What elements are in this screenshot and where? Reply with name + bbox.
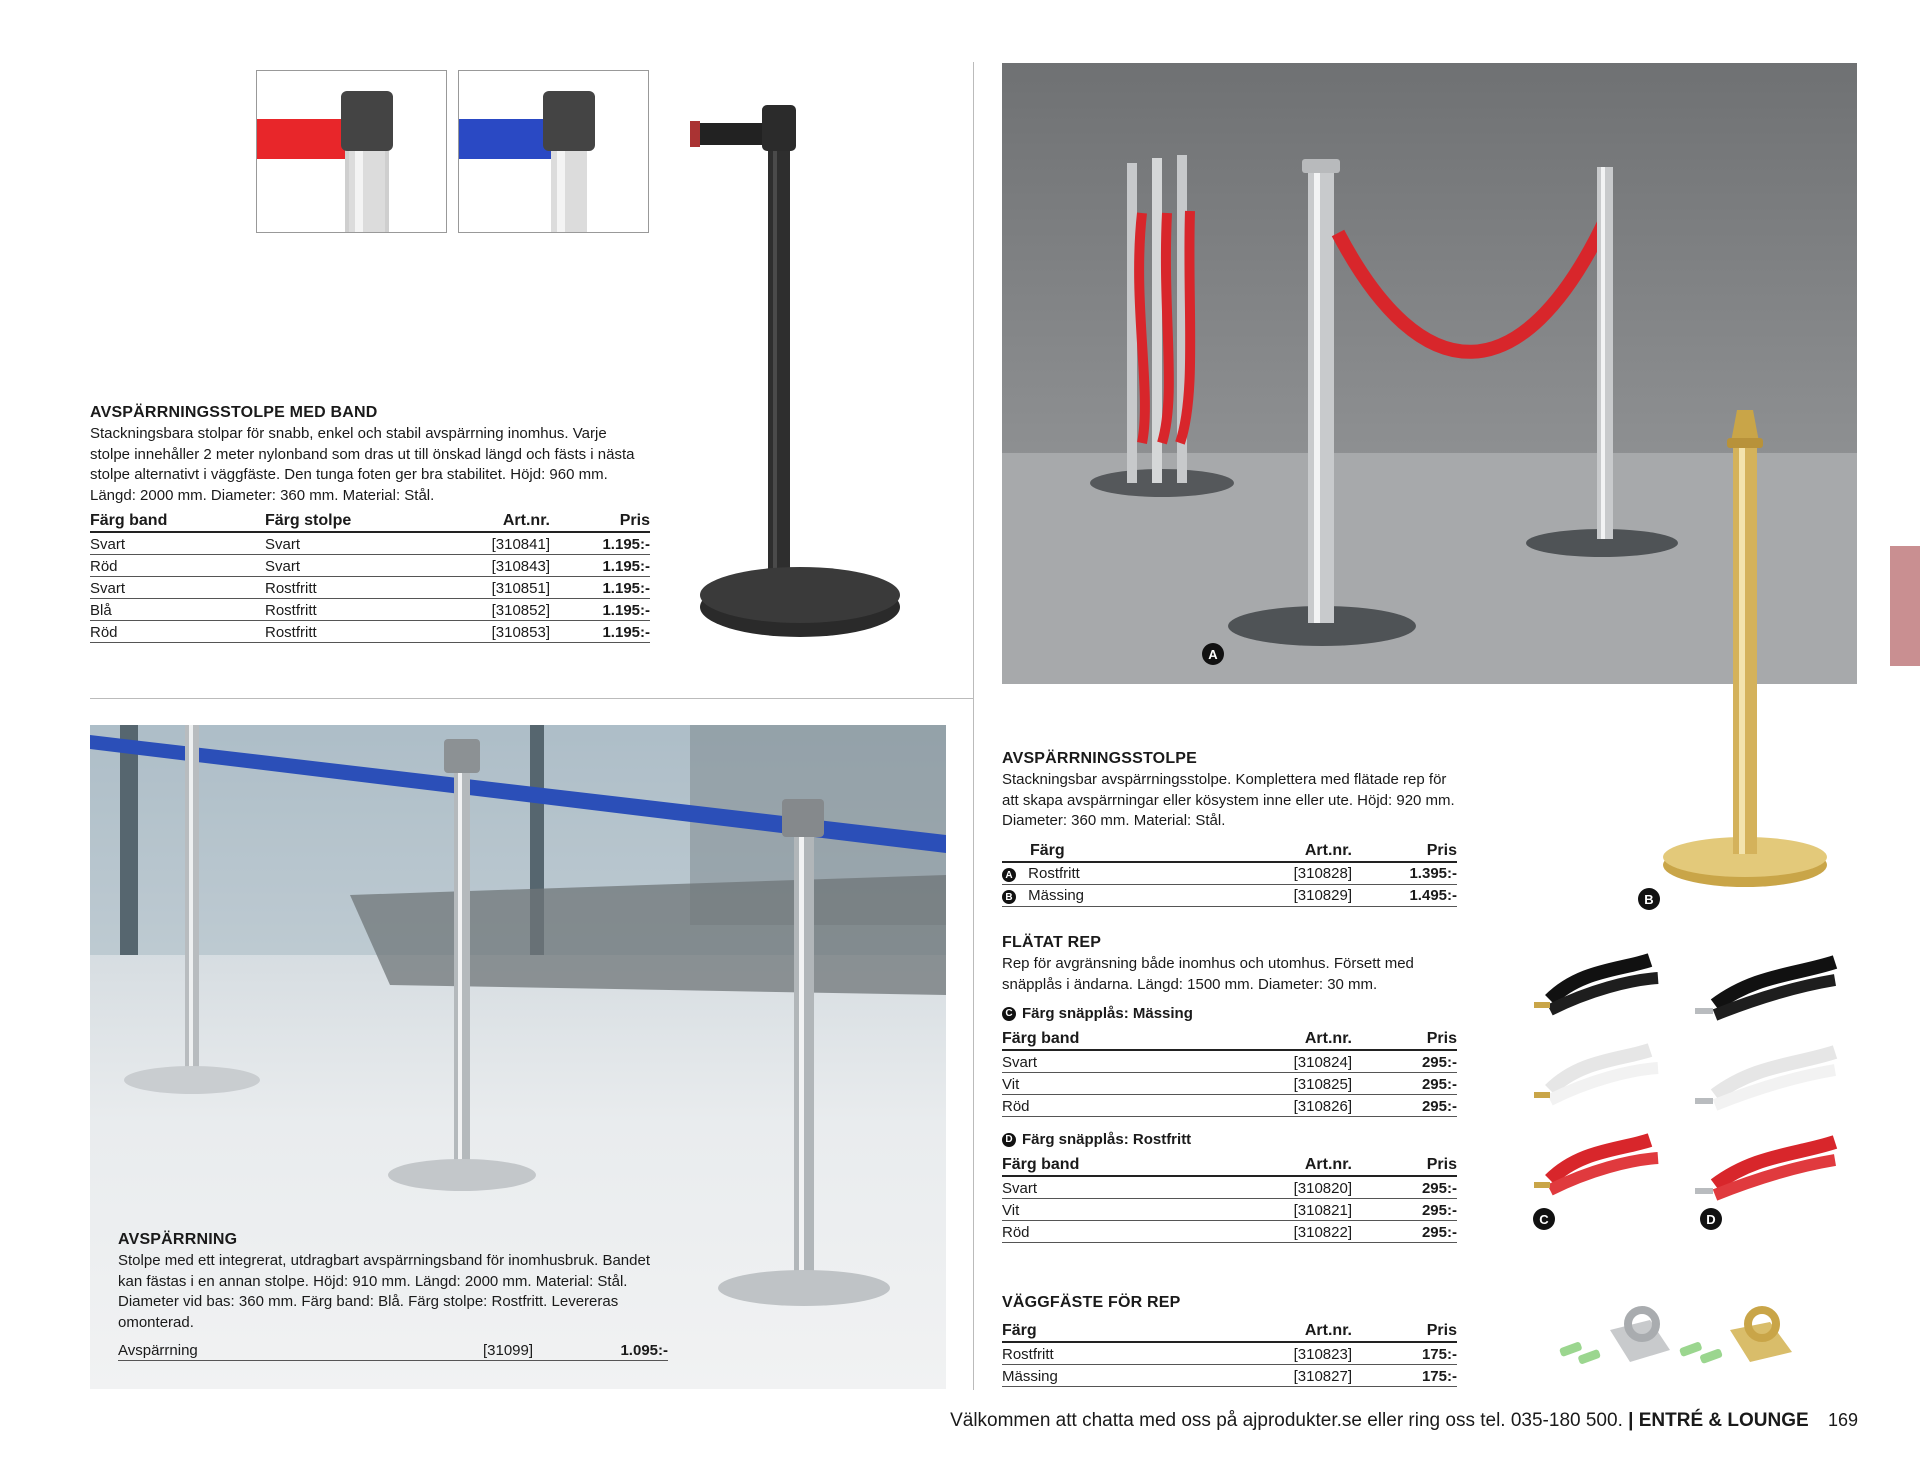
cell-post: Rostfritt (265, 621, 440, 643)
blue-band-swatch-image (458, 70, 649, 233)
brass-barrier-post-image (1655, 402, 1835, 892)
page-number: 169 (1827, 1410, 1858, 1430)
table-header-row (90, 510, 650, 532)
col-art-nr: Art.nr. (1242, 1028, 1352, 1050)
cell-art: [310841] (440, 532, 550, 555)
rope-block (1002, 934, 1457, 1243)
cell-price: 1.495:- (1352, 884, 1457, 906)
vertical-divider (973, 62, 974, 1390)
ropes-steel-clasp-image (1685, 950, 1855, 1210)
cell-price: 1.195:- (550, 532, 650, 555)
table-row (1002, 1095, 1457, 1117)
retractable-barrier-title: AVSPÄRRNING (118, 1231, 238, 1248)
cell-price: 295:- (1352, 1176, 1457, 1199)
cell-color-text: Rostfritt (1028, 864, 1080, 882)
table-row (1002, 884, 1457, 906)
table-row (118, 1339, 668, 1361)
table-row (1002, 1365, 1457, 1387)
black-barrier-post-image (680, 95, 920, 645)
retractable-barrier-table (118, 1339, 668, 1361)
cell-art: [310821] (1242, 1199, 1352, 1221)
col-color: Färg (1002, 840, 1242, 862)
cell-price: 295:- (1352, 1221, 1457, 1243)
col-art-nr: Art.nr. (1242, 1154, 1352, 1176)
cell-price: 1.195:- (550, 599, 650, 621)
cell-post: Svart (265, 532, 440, 555)
cell-price: 1.195:- (550, 621, 650, 643)
col-price: Pris (1352, 1028, 1457, 1050)
table-row (90, 599, 650, 621)
ropes-brass-clasp-image (1530, 950, 1680, 1210)
wall-mount-title: VÄGGFÄSTE FÖR REP (1002, 1294, 1181, 1311)
col-price: Pris (1352, 1320, 1457, 1342)
cell-band: Svart (90, 532, 265, 555)
cell-color (1002, 862, 1242, 885)
barrier-band-description: Stackningsbara stolpar för snabb, enkel och stabil avspärrning inomhus. Varje stolpe innehåller 2 meter nylonband som dras ut till önskad längd och fästs i nästa stolpe alternativt i väggfäste. Den tunga foten ger bra stabilitet. Höjd: 960 mm. Längd: 2000 mm. Diameter: 360 mm. Material: Stål. (90, 425, 635, 504)
col-color: Färg (1002, 1320, 1242, 1342)
cell-price: 295:- (1352, 1050, 1457, 1073)
cell-name: Avspärrning (118, 1339, 448, 1361)
barrier-band-table (90, 510, 650, 643)
table-row (1002, 1199, 1457, 1221)
rope-title: FLÄTAT REP (1002, 934, 1102, 951)
retractable-barrier-description: Stolpe med ett integrerat, utdragbart avspärrningsband för inomhusbruk. Bandet kan fästas i en annan stolpe. Höjd: 910 mm. Längd: 2000 mm. Material: Stål. Diameter vid bas: 360 mm. Färg band: Blå. Färg stolpe: Rostfritt. Levereras omonterad. (118, 1252, 650, 1331)
cell-band: Röd (90, 621, 265, 643)
cell-color (1002, 884, 1242, 906)
table-header-row (1002, 1154, 1457, 1176)
table-row (90, 555, 650, 577)
mark-d: D (1002, 1133, 1016, 1147)
cell-art: [310820] (1242, 1176, 1352, 1199)
barrier-band-title: AVSPÄRRNINGSSTOLPE MED BAND (90, 404, 378, 421)
red-band-swatch-image (256, 70, 447, 233)
cell-post: Svart (265, 555, 440, 577)
table-row (90, 532, 650, 555)
col-art-nr: Art.nr. (1242, 1320, 1352, 1342)
cell-band: Röd (90, 555, 265, 577)
rope-group-c-heading (1002, 1005, 1457, 1022)
cell-color: Röd (1002, 1095, 1242, 1117)
table-row (1002, 1073, 1457, 1095)
cell-color: Svart (1002, 1050, 1242, 1073)
barrier-post-description: Stackningsbar avspärrningsstolpe. Komplettera med flätade rep för att skapa avspärrningar eller kösystem inne eller ute. Höjd: 920 mm. Diameter: 360 mm. Material: Stål. (1002, 771, 1455, 829)
rope-group-d-table (1002, 1154, 1457, 1243)
col-price: Pris (1352, 1154, 1457, 1176)
cell-art: [310852] (440, 599, 550, 621)
footer-section-name: | ENTRÉ & LOUNGE (1628, 1410, 1809, 1431)
mark-c: C (1002, 1007, 1016, 1021)
cell-band: Svart (90, 577, 265, 599)
cell-price: 1.095:- (568, 1339, 668, 1361)
cell-color: Vit (1002, 1073, 1242, 1095)
wall-mount-image (1550, 1290, 1830, 1390)
cell-art: [310829] (1242, 884, 1352, 906)
table-row (1002, 1342, 1457, 1365)
col-price: Pris (550, 510, 650, 532)
photo-mark-b: B (1638, 888, 1660, 910)
table-row (1002, 1050, 1457, 1073)
barrier-post-title: AVSPÄRRNINGSSTOLPE (1002, 750, 1198, 767)
barrier-post-table (1002, 840, 1457, 907)
cell-price: 1.395:- (1352, 862, 1457, 885)
mark-b: B (1002, 890, 1016, 904)
cell-price: 175:- (1352, 1342, 1457, 1365)
col-band-color: Färg band (1002, 1028, 1242, 1050)
photo-mark-a: A (1202, 643, 1224, 665)
table-row (1002, 1221, 1457, 1243)
cell-art: [310853] (440, 621, 550, 643)
cell-art: [310823] (1242, 1342, 1352, 1365)
photo-mark-d: D (1700, 1208, 1722, 1230)
cell-art: [310828] (1242, 862, 1352, 885)
cell-price: 295:- (1352, 1199, 1457, 1221)
barrier-post-block (1002, 750, 1457, 907)
cell-price: 295:- (1352, 1073, 1457, 1095)
rope-group-d-heading (1002, 1131, 1457, 1148)
footer-contact-text: Välkommen att chatta med oss på ajprodukter.se eller ring oss tel. 035-180 500. (950, 1410, 1623, 1431)
cell-band: Blå (90, 599, 265, 621)
col-band-color: Färg band (1002, 1154, 1242, 1176)
col-post-color: Färg stolpe (265, 510, 440, 532)
table-header-row (1002, 1028, 1457, 1050)
cell-color: Svart (1002, 1176, 1242, 1199)
cell-post: Rostfritt (265, 577, 440, 599)
cell-art: [310827] (1242, 1365, 1352, 1387)
cell-art: [310851] (440, 577, 550, 599)
barrier-band-block (90, 404, 650, 643)
cell-post: Rostfritt (265, 599, 440, 621)
col-art-nr: Art.nr. (1242, 840, 1352, 862)
col-price: Pris (1352, 840, 1457, 862)
cell-color-text: Mässing (1028, 886, 1085, 904)
cell-color: Mässing (1002, 1365, 1242, 1387)
cell-art: [310826] (1242, 1095, 1352, 1117)
table-row (1002, 862, 1457, 885)
table-row (90, 577, 650, 599)
cell-price: 175:- (1352, 1365, 1457, 1387)
cell-color: Rostfritt (1002, 1342, 1242, 1365)
mark-a: A (1002, 868, 1016, 882)
cell-art: [310822] (1242, 1221, 1352, 1243)
wall-mount-block (1002, 1294, 1457, 1387)
col-art-nr: Art.nr. (440, 510, 550, 532)
group-d-heading-text: Färg snäpplås: Rostfritt (1022, 1131, 1192, 1148)
table-row (1002, 1176, 1457, 1199)
cell-art: [310824] (1242, 1050, 1352, 1073)
rope-description: Rep för avgränsning både inomhus och utomhus. Försett med snäpplås i ändarna. Längd: 1500 mm. Diameter: 30 mm. (1002, 955, 1414, 993)
horizontal-divider (90, 698, 974, 699)
photo-mark-c: C (1533, 1208, 1555, 1230)
rope-group-c-table (1002, 1028, 1457, 1117)
col-band-color: Färg band (90, 510, 265, 532)
cell-price: 295:- (1352, 1095, 1457, 1117)
cell-art: [310825] (1242, 1073, 1352, 1095)
cell-price: 1.195:- (550, 577, 650, 599)
cell-color: Röd (1002, 1221, 1242, 1243)
table-header-row (1002, 1320, 1457, 1342)
table-row (90, 621, 650, 643)
wall-mount-table (1002, 1320, 1457, 1387)
cell-color: Vit (1002, 1199, 1242, 1221)
retractable-barrier-block (118, 1231, 668, 1361)
group-c-heading-text: Färg snäpplås: Mässing (1022, 1005, 1193, 1022)
page-footer (0, 1410, 1858, 1432)
cell-price: 1.195:- (550, 555, 650, 577)
cell-art: [31099] (448, 1339, 568, 1361)
cell-art: [310843] (440, 555, 550, 577)
section-tab (1890, 546, 1920, 666)
table-header-row (1002, 840, 1457, 862)
